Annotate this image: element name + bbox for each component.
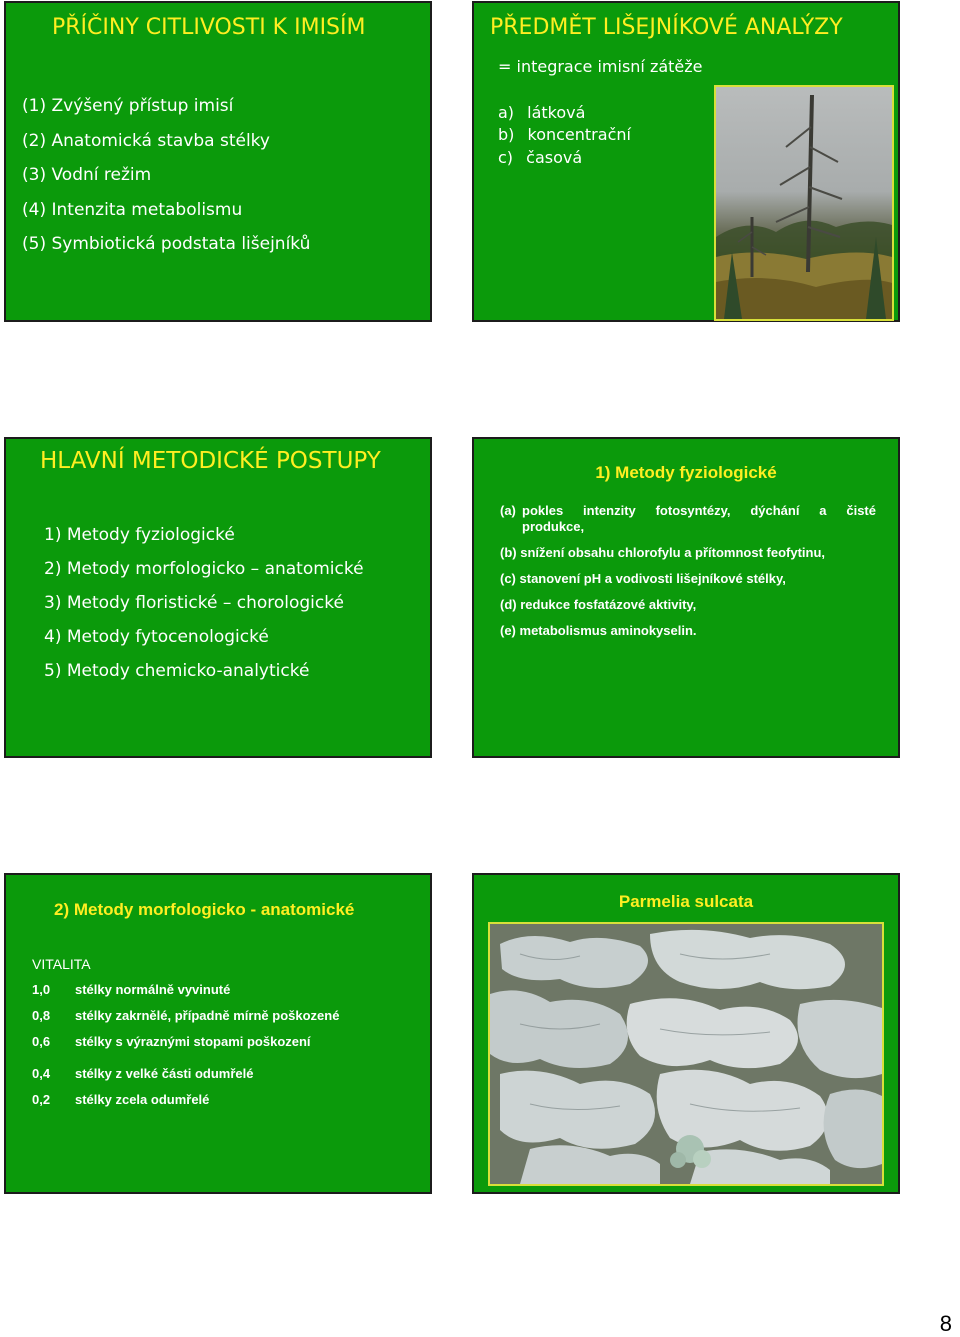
list-item: (1) Zvýšený přístup imisí (22, 96, 234, 116)
vitality-text: stélky zakrnělé, případně mírně poškozené (75, 1008, 340, 1023)
slide-causes-sensitivity (4, 1, 432, 322)
slide-parmelia-sulcata (472, 873, 900, 1194)
slide-subtitle: = integrace imisní zátěže (498, 57, 703, 76)
list-marker: (a) (500, 503, 516, 518)
list-text: pokles intenzity fotosyntézy, dýchání a čisté produkce, (522, 503, 876, 534)
list-marker: b) (498, 125, 515, 144)
list-item: 5) Metody chemicko-analytické (44, 661, 310, 681)
page-number: 8 (939, 1311, 952, 1336)
slide-title: 1) Metody fyziologické (595, 463, 777, 482)
vitality-value: 0,2 (32, 1092, 51, 1107)
list-item (500, 545, 825, 560)
dead-tree-icon (716, 87, 892, 319)
slide-title: PŘEDMĚT LIŠEJNÍKOVÉ ANALÝZY (490, 15, 843, 40)
slide-title: HLAVNÍ METODICKÉ POSTUPY (40, 448, 381, 474)
list-text: látková (527, 103, 586, 122)
slide-title: 2) Metody morfologicko - anatomické (54, 900, 355, 919)
vitality-value: 0,8 (32, 1008, 51, 1023)
list-item: (4) Intenzita metabolismu (22, 200, 243, 220)
vitality-text: stélky normálně vyvinuté (75, 982, 231, 997)
vitality-value: 0,6 (32, 1034, 51, 1049)
slide-title: PŘÍČINY CITLIVOSTI K IMISÍM (52, 15, 366, 40)
vitality-value: 0,4 (32, 1066, 51, 1081)
list-marker: (c) (500, 571, 516, 586)
list-item: 2) Metody morfologicko – anatomické (44, 559, 364, 579)
list-marker: (e) (500, 623, 516, 638)
vitality-value: 1,0 (32, 982, 51, 997)
vitality-heading: VITALITA (32, 956, 91, 972)
list-marker: (b) (500, 545, 517, 560)
list-item (498, 125, 631, 144)
list-marker: a) (498, 103, 515, 122)
list-text: stanovení pH a vodivosti lišejníkové stélky, (519, 571, 786, 586)
list-text: metabolismus aminokyselin. (519, 623, 697, 638)
list-item: 3) Metody floristické – chorologické (44, 593, 344, 613)
list-item: 4) Metody fytocenologické (44, 627, 269, 647)
vitality-text: stélky zcela odumřelé (75, 1092, 210, 1107)
list-text: redukce fosfatázové aktivity, (520, 597, 697, 612)
lichen-icon (490, 924, 882, 1184)
slide-morphological-methods (4, 873, 432, 1194)
slide-lichen-analysis (472, 1, 900, 322)
vitality-text: stélky s výraznými stopami poškození (75, 1034, 311, 1049)
list-marker: (d) (500, 597, 517, 612)
list-item (498, 148, 582, 167)
list-item (498, 103, 585, 122)
list-item (500, 623, 697, 638)
list-item: (2) Anatomická stavba stélky (22, 131, 270, 151)
slide-main-methods (4, 437, 432, 758)
list-text: časová (526, 148, 583, 167)
list-item (500, 597, 696, 612)
list-item (500, 503, 876, 535)
slide-title: Parmelia sulcata (618, 892, 754, 911)
list-item: (3) Vodní režim (22, 165, 152, 185)
vitality-text: stélky z velké části odumřelé (75, 1066, 254, 1081)
list-text: koncentrační (527, 125, 631, 144)
list-item: (5) Symbiotická podstata lišejníků (22, 234, 311, 254)
list-text: snížení obsahu chlorofylu a přítomnost feofytinu, (520, 545, 826, 560)
list-item (500, 571, 786, 586)
list-marker: c) (498, 148, 514, 167)
lichen-photo (488, 922, 884, 1186)
dead-tree-photo (714, 85, 894, 321)
slide-physiological-methods (472, 437, 900, 758)
list-item: 1) Metody fyziologické (44, 525, 235, 545)
